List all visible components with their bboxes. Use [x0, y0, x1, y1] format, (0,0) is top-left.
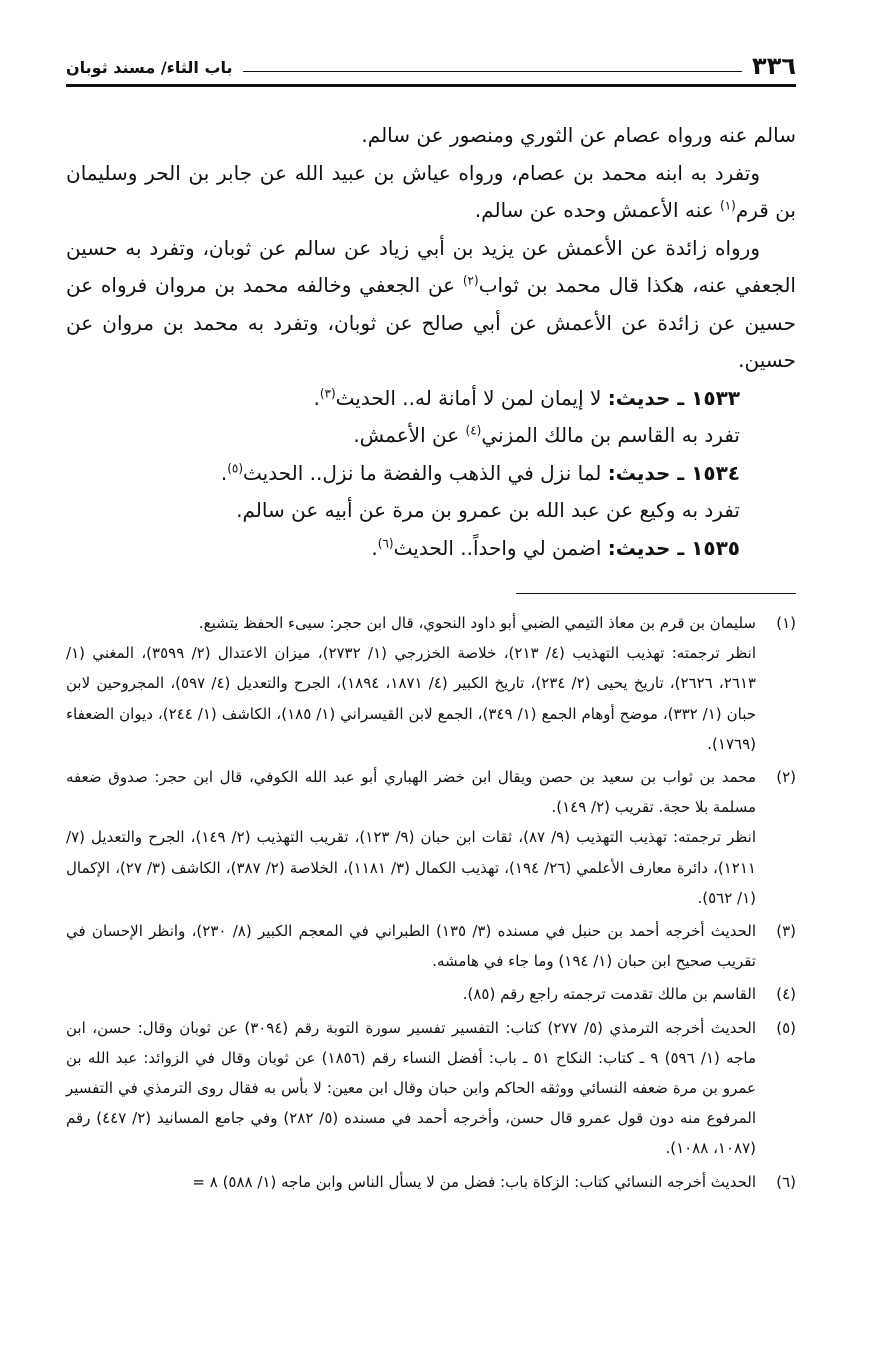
hadith-note [66, 417, 796, 455]
hadith-end: . [313, 385, 320, 410]
footnote-text: محمد بن ثواب بن سعيد بن حصن ويقال ابن خضر الهباري أبو عبد الله الكوفي، قال ابن حجر: صدوق ضعفه مسلمة بلا حجة. تقريب (٢/ ١٤٩). [66, 768, 756, 817]
footnote [66, 979, 796, 1009]
paragraph-text: عن الجعفي وخالفه محمد بن مروان فرواه عن حسين عن زائدة عن الأعمش عن أبي صالح عن ثوبان، وتفرد به محمد بن مروان عن حسين. [66, 273, 796, 372]
hadith-label: ـ حديث: [607, 385, 692, 410]
footnote-ref[interactable]: (٢) [462, 273, 479, 288]
hadith-end: . [371, 535, 378, 560]
hadith-number: ١٥٣٤ [691, 460, 740, 485]
paragraph [66, 155, 796, 230]
footnote-mark: (٣) [776, 922, 796, 941]
footnote [66, 762, 796, 913]
paragraph [66, 117, 796, 155]
footnote-mark: (١) [776, 614, 796, 632]
footnote [66, 608, 796, 759]
footnote-text: الحديث أخرجه الترمذي (٥/ ٢٧٧) كتاب: التفسير تفسير سورة التوبة رقم (٣٠٩٤) عن ثوبان وقال: حسن، ابن ماجه (١/ ٥٩٦) ٩ ـ كتاب: النكاح ٥١ ـ باب: أفضل النساء رقم (١٨٥٦) عن ثوبان وقال في الزوائد: عبد الله بن عمرو بن مرة ضعفه النسائي ووثقه الحاكم وابن حبان وقال ابن معين: لا بأس به فقال روى الترمذي في التفسير المرفوع منه دون قول عمرو قال حسن، وأخرجه أحمد في مسنده (٥/ ٢٨٢) وفي جامع المسانيد (٢/ ٤٤٧) رقم (١٠٨٧، ١٠٨٨). [66, 1018, 757, 1158]
footnote [66, 916, 796, 976]
hadith-note [66, 492, 796, 530]
hadith-number: ١٥٣٣ [691, 385, 740, 410]
footnote-mark: (٢) [776, 768, 796, 787]
running-head: باب الثاء/ مسند ثوبان [66, 58, 233, 77]
paragraph-text: وتفرد به ابنه محمد بن عصام، ورواه عياش بن عبيد الله عن جابر بن الحر وسليمان بن قرم [66, 160, 796, 222]
footnote-text: سليمان بن قرم بن معاذ التيمي الضبي أبو داود النحوي، قال ابن حجر: سيىء الحفظ يتشيع. [198, 614, 756, 632]
hadith-end: . [220, 460, 228, 485]
footnote-ref[interactable]: (٣) [319, 385, 336, 400]
page-header [66, 48, 796, 80]
footnote-text: الحديث أخرجه النسائي كتاب: الزكاة باب: فضل من لا يسأل الناس وابن ماجه (١/ ٥٨٨) ٨ = [192, 1172, 756, 1191]
paragraph-text: سالم عنه ورواه عصام عن الثوري ومنصور عن سالم. [361, 123, 796, 147]
hadith-entry [66, 380, 796, 418]
footnote-mark: (٦) [776, 1172, 796, 1191]
paragraph-text: ورواه زائدة عن الأعمش عن يزيد بن أبي زياد عن سالم عن ثوبان، وتفرد به حسين الجعفي عنه، هكذا قال محمد بن ثواب [66, 235, 796, 297]
paragraph [66, 230, 796, 380]
note-text: عن الأعمش. [353, 423, 466, 447]
hadith-text: اضمن لي واحداً.. الحديث [393, 535, 608, 560]
hadith-entry [66, 455, 796, 493]
main-text [66, 117, 796, 567]
hadith-label: ـ حديث: [607, 535, 692, 560]
footnote-ref[interactable]: (٦) [377, 535, 394, 550]
footnote-separator [516, 593, 796, 594]
header-rule [243, 71, 743, 72]
book-page [66, 48, 796, 1200]
hadith-entry [66, 530, 796, 568]
footnote-ref[interactable]: (٥) [227, 460, 244, 475]
footnote [66, 1167, 796, 1197]
footnote-text: انظر ترجمته: تهذيب التهذيب (٤/ ٢١٣)، خلاصة الخزرجي (١/ ٢٧٣٢)، ميزان الاعتدال (٢/ ٣٥٩٩)، المغني (١/ ٢٦١٣، ٢٦٢٦)، تاريخ يحيى (٢/ ٢٣٤)، تاريخ الكبير (٤/ ١٨٧١، ١٨٩٤)، الجرح والتعديل (٤/ ٥٩٧)، المجروحين لابن حبان (١/ ٣٣٢)، موضح أوهام الجمع (١/ ٣٤٩)، الجمع لابن القيسراني (١/ ١٨٥)، الكاشف (١/ ٢٤٤)، ديوان الضعفاء (١٧٦٩). [66, 644, 756, 753]
hadith-number: ١٥٣٥ [691, 535, 740, 560]
footnote-text: القاسم بن مالك تقدمت ترجمته راجع رقم (٨٥). [462, 985, 756, 1004]
footnote-ref[interactable]: (٤) [465, 423, 482, 438]
hadith-text: لا إيمان لمن لا أمانة له.. الحديث [335, 385, 608, 410]
footnote-text: الحديث أخرجه أحمد بن حنبل في مسنده (٣/ ١٣٥) الطبراني في المعجم الكبير (٨/ ٢٣٠)، وانظر الإحسان في تقريب صحيح ابن حبان (١/ ١٩٤) وما جاء في هامشه. [66, 922, 756, 971]
footnote-mark: (٥) [776, 1018, 796, 1037]
header-divider [66, 84, 796, 87]
paragraph-text: عنه الأعمش وحده عن سالم. [474, 198, 721, 222]
hadith-text: لما نزل في الذهب والفضة ما نزل.. الحديث [243, 460, 608, 485]
footnote-text: انظر ترجمته: تهذيب التهذيب (٩/ ٨٧)، ثقات ابن حبان (٩/ ١٢٣)، تقريب التهذيب (٢/ ١٤٩)، الجرح والتعديل (٧/ ١٢١١)، دائرة معارف الأعلمي (٢٦/ ١٩٤)، تهذيب الكمال (٣/ ١١٨١)، الخلاصة (٢/ ٣٨٧)، الكاشف (٣/ ٢٧)، الإكمال (١/ ٥٦٢). [66, 828, 757, 907]
footnote [66, 1013, 796, 1164]
footnotes [66, 608, 796, 1197]
page-number: ٣٣٦ [752, 52, 796, 80]
note-text: تفرد به القاسم بن مالك المزني [481, 423, 740, 447]
hadith-label: ـ حديث: [607, 460, 692, 485]
note-text: تفرد به وكيع عن عبد الله بن عمرو بن مرة عن أبيه عن سالم. [236, 498, 740, 522]
footnote-mark: (٤) [776, 985, 796, 1004]
footnote-ref[interactable]: (١) [720, 198, 736, 213]
